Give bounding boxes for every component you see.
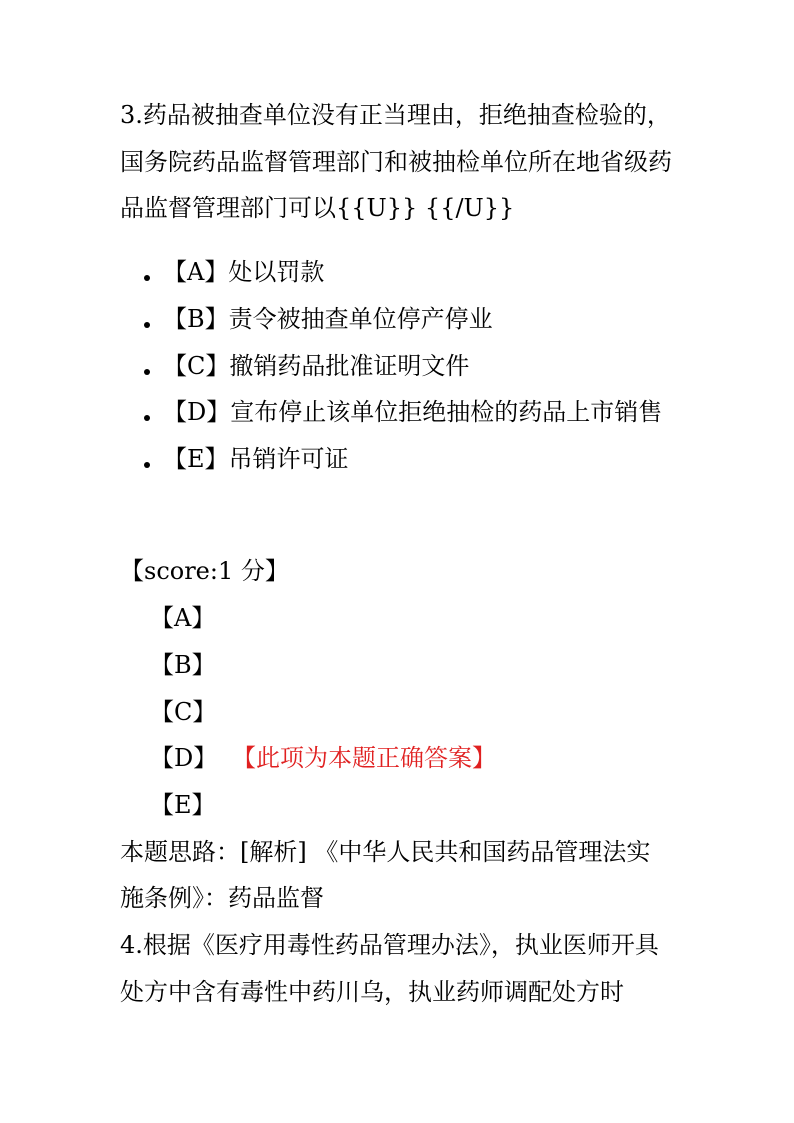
bullet-icon (144, 322, 150, 328)
bullet-icon (144, 275, 150, 281)
option-c: 【C】撤销药品批准证明文件 (163, 352, 470, 380)
question-3-line-1: 3.药品被抽查单位没有正当理由，拒绝抽查检验的， (120, 101, 671, 129)
question-3-line-3: 品监督管理部门可以{{U}} {{/U}} (120, 194, 515, 222)
correct-answer-marker: 【此项为本题正确答案】 (232, 744, 496, 772)
bullet-icon (144, 462, 150, 468)
answer-d: 【D】 (150, 744, 218, 772)
answer-a: 【A】 (150, 604, 216, 632)
question-4-line-2: 处方中含有毒性中药川乌，执业药师调配处方时 (120, 978, 624, 1006)
option-a: 【A】处以罚款 (163, 258, 325, 286)
analysis-line-2: 施条例》：药品监督 (120, 884, 324, 912)
answer-c: 【C】 (150, 698, 217, 726)
question-4-line-1: 4.根据《医疗用毒性药品管理办法》，执业医师开具 (120, 931, 659, 959)
score-label: 【score:1 分】 (120, 557, 289, 585)
option-b: 【B】责令被抽查单位停产停业 (163, 305, 493, 333)
bullet-icon (144, 415, 150, 421)
option-d: 【D】宣布停止该单位拒绝抽检的药品上市销售 (163, 398, 663, 426)
bullet-icon (144, 369, 150, 375)
answer-b: 【B】 (150, 651, 216, 679)
option-e: 【E】吊销许可证 (163, 445, 349, 473)
analysis-line-1: 本题思路：[解析] 《中华人民共和国药品管理法实 (120, 838, 651, 866)
question-3-line-2: 国务院药品监督管理部门和被抽检单位所在地省级药 (120, 148, 672, 176)
answer-e: 【E】 (150, 791, 216, 819)
